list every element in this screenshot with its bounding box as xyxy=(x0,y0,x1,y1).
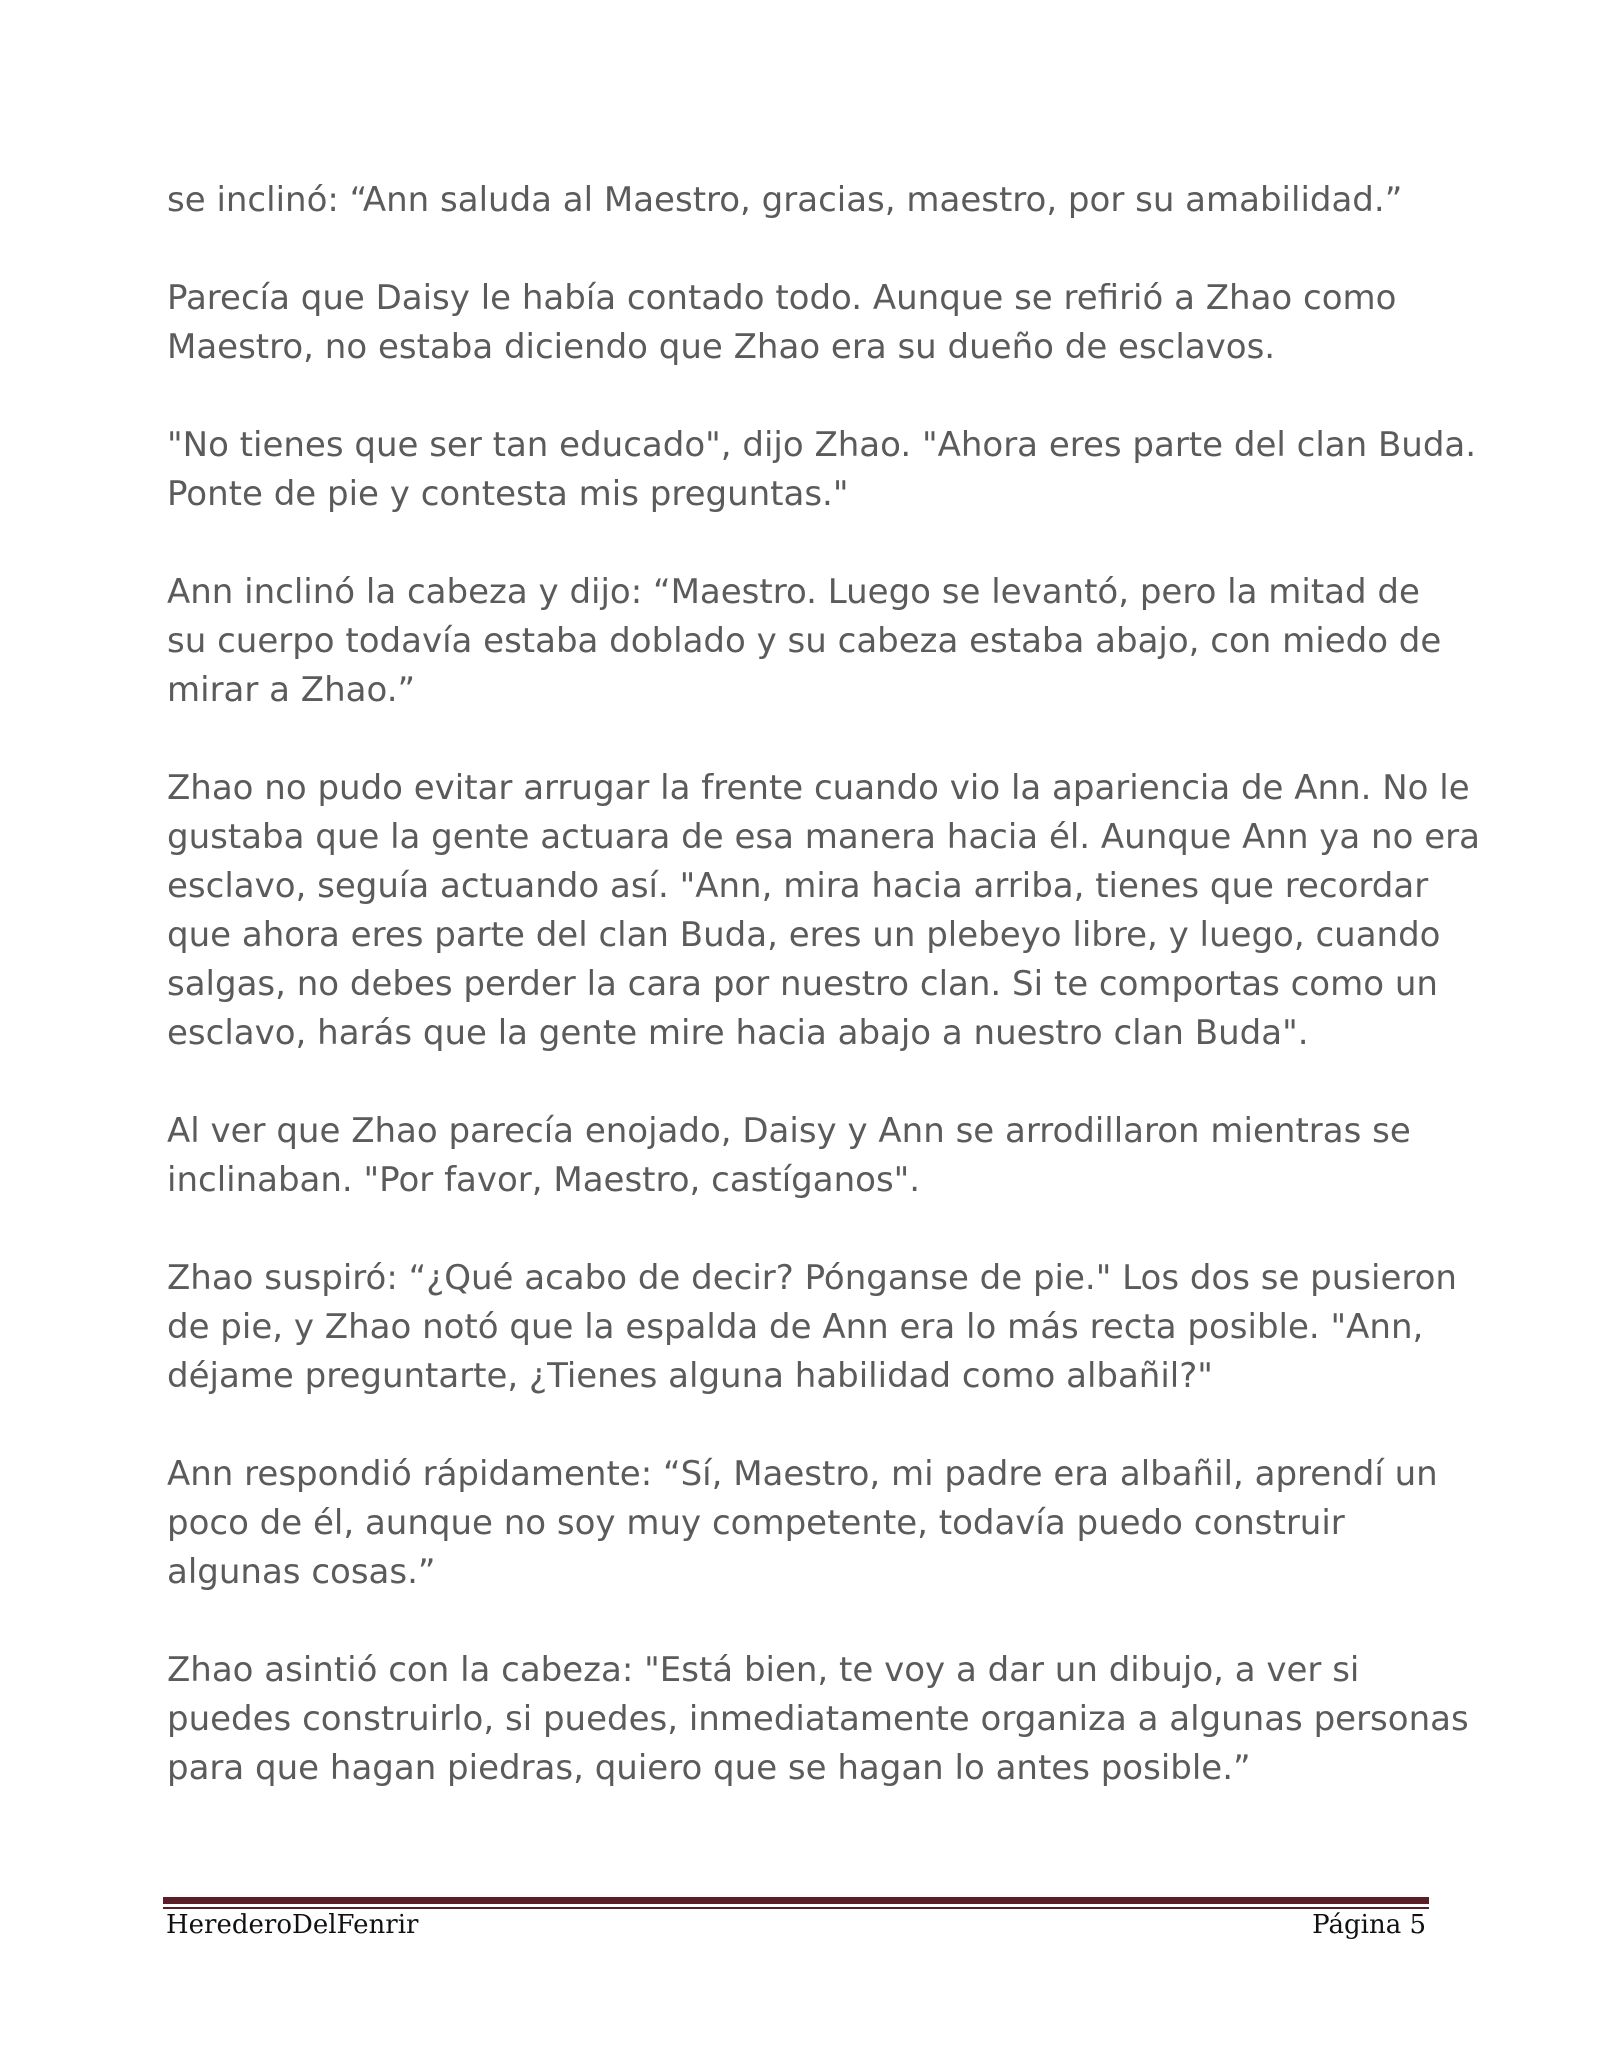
text-line: Ann respondió rápidamente: “Sí, Maestro, mi padre era albañil, aprendí un xyxy=(167,1454,1438,1494)
text-line: salgas, no debes perder la cara por nuestro clan. Si te comportas como un xyxy=(167,964,1438,1004)
text-line: para que hagan piedras, quiero que se hagan lo antes posible.” xyxy=(167,1748,1251,1788)
text-line: esclavo, harás que la gente mire hacia abajo a nuestro clan Buda". xyxy=(167,1013,1309,1053)
footer-author: HerederoDelFenrir xyxy=(166,1910,419,1940)
text-line: poco de él, aunque no soy muy competente, todavía puedo construir xyxy=(167,1503,1345,1543)
page-number: Página 5 xyxy=(1312,1910,1426,1940)
text-line: se inclinó: “Ann saluda al Maestro, gracias, maestro, por su amabilidad.” xyxy=(167,180,1403,220)
footer-divider-thin xyxy=(163,1907,1429,1909)
text-line: déjame preguntarte, ¿Tienes alguna habilidad como albañil?" xyxy=(167,1356,1213,1396)
paragraph-2 xyxy=(167,274,1437,372)
text-line: Ponte de pie y contesta mis preguntas." xyxy=(167,474,849,514)
text-line: "No tienes que ser tan educado", dijo Zhao. "Ahora eres parte del clan Buda. xyxy=(167,425,1477,465)
text-line: mirar a Zhao.” xyxy=(167,670,416,710)
text-line: de pie, y Zhao notó que la espalda de Ann era lo más recta posible. "Ann, xyxy=(167,1307,1424,1347)
paragraph-3 xyxy=(167,421,1477,519)
text-line: Parecía que Daisy le había contado todo. Aunque se refirió a Zhao como xyxy=(167,278,1397,318)
text-line: Maestro, no estaba diciendo que Zhao era su dueño de esclavos. xyxy=(167,327,1276,367)
footer-divider xyxy=(163,1897,1429,1909)
footer-divider-thick xyxy=(163,1897,1429,1904)
paragraph-5 xyxy=(167,764,1480,1058)
paragraph-8 xyxy=(167,1450,1437,1597)
text-line: que ahora eres parte del clan Buda, eres un plebeyo libre, y luego, cuando xyxy=(167,915,1441,955)
text-line: gustaba que la gente actuara de esa manera hacia él. Aunque Ann ya no era xyxy=(167,817,1480,857)
text-line: Zhao asintió con la cabeza: "Está bien, te voy a dar un dibujo, a ver si xyxy=(167,1650,1360,1690)
paragraph-4 xyxy=(167,568,1442,715)
text-line: inclinaban. "Por favor, Maestro, castíganos". xyxy=(167,1160,921,1200)
paragraph-1 xyxy=(167,176,1437,225)
text-line: Zhao suspiró: “¿Qué acabo de decir? Pónganse de pie." Los dos se pusieron xyxy=(167,1258,1457,1298)
text-line: Al ver que Zhao parecía enojado, Daisy y Ann se arrodillaron mientras se xyxy=(167,1111,1411,1151)
text-line: su cuerpo todavía estaba doblado y su cabeza estaba abajo, con miedo de xyxy=(167,621,1442,661)
paragraph-9 xyxy=(167,1646,1469,1793)
body-text xyxy=(167,176,1480,1842)
paragraph-6 xyxy=(167,1107,1437,1205)
paragraph-7 xyxy=(167,1254,1457,1401)
text-line: Ann inclinó la cabeza y dijo: “Maestro. Luego se levantó, pero la mitad de xyxy=(167,572,1420,612)
text-line: puedes construirlo, si puedes, inmediatamente organiza a algunas personas xyxy=(167,1699,1469,1739)
text-line: Zhao no pudo evitar arrugar la frente cuando vio la apariencia de Ann. No le xyxy=(167,768,1470,808)
text-line: esclavo, seguía actuando así. "Ann, mira hacia arriba, tienes que recordar xyxy=(167,866,1429,906)
text-line: algunas cosas.” xyxy=(167,1552,436,1592)
